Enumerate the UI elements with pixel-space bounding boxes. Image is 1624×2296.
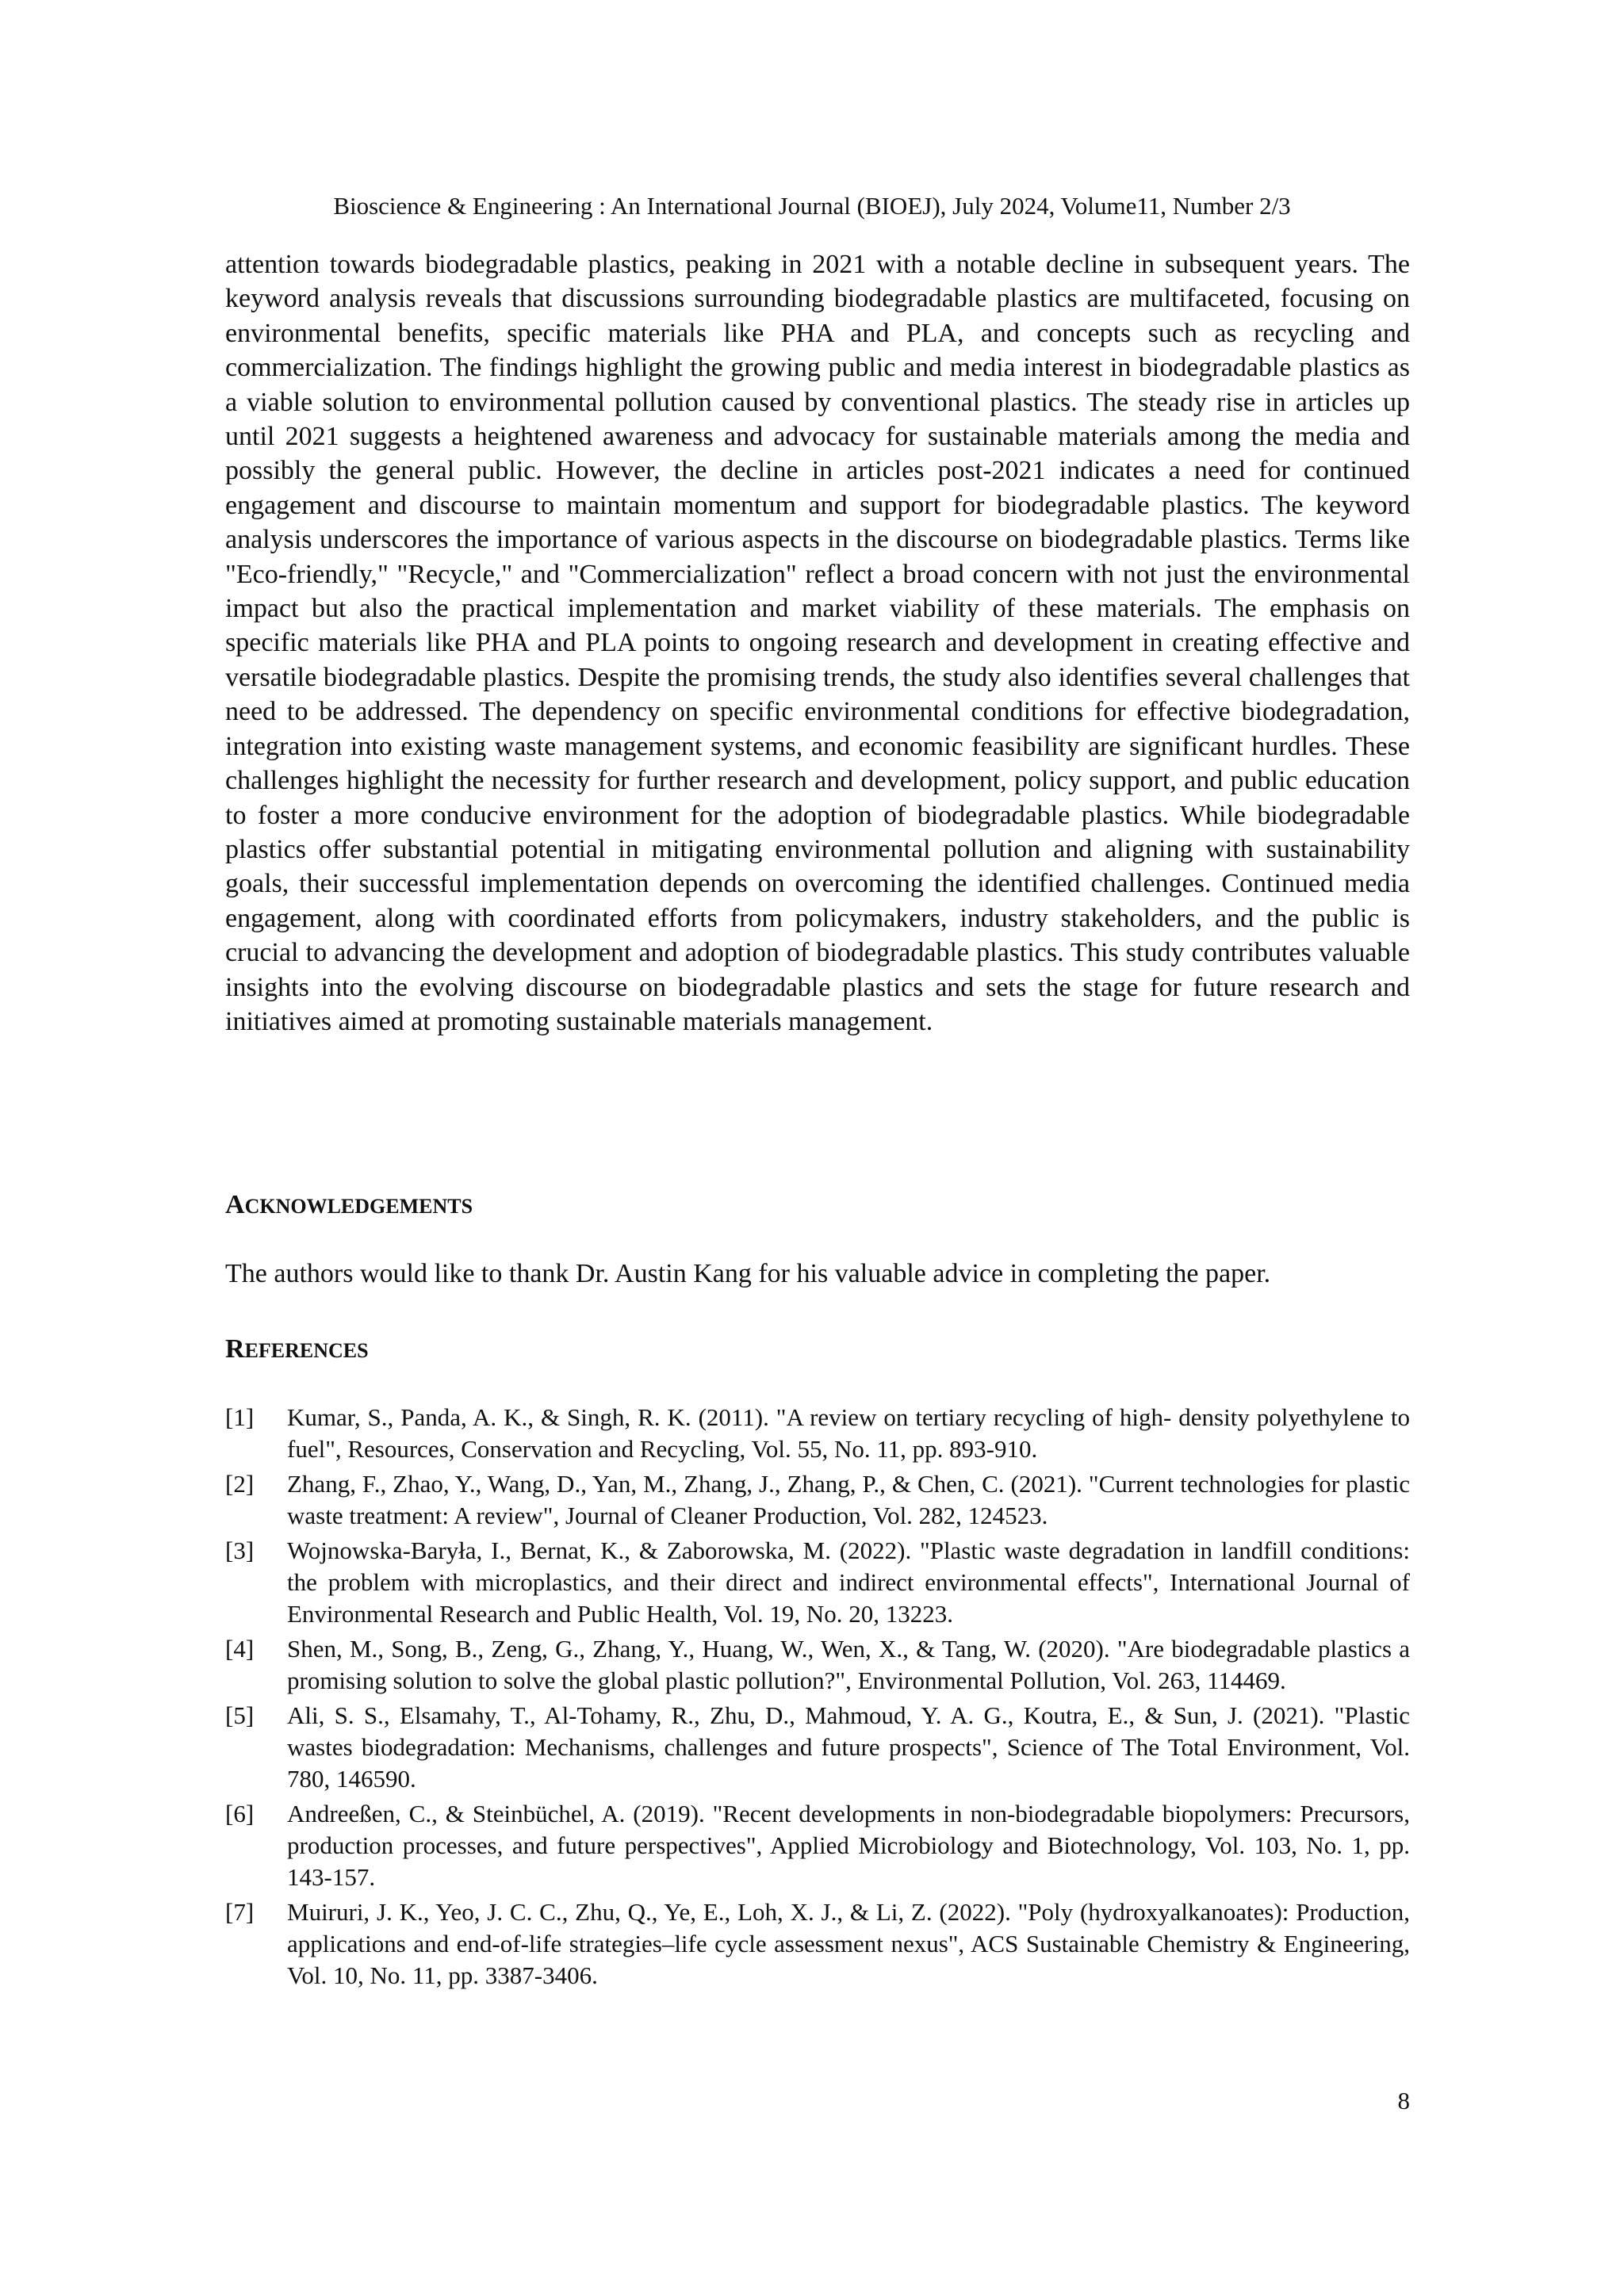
- reference-number: [4]: [225, 1635, 255, 1663]
- reference-item: [225, 1402, 1410, 1465]
- reference-number: [3]: [225, 1536, 255, 1564]
- acknowledgements-heading-initial: A: [225, 1190, 245, 1219]
- reference-item: [225, 1700, 1410, 1795]
- reference-number: [1]: [225, 1403, 255, 1431]
- reference-item: [225, 1798, 1410, 1893]
- acknowledgements-text: The authors would like to thank Dr. Austin Kang for his valuable advice in completing the paper.: [225, 1259, 1271, 1288]
- reference-number: [5]: [225, 1701, 255, 1729]
- acknowledgements-heading-rest: CKNOWLEDGEMENTS: [244, 1195, 473, 1218]
- references-heading-initial: R: [225, 1334, 245, 1364]
- acknowledgements-heading: [225, 1188, 473, 1224]
- reference-item: [225, 1535, 1410, 1630]
- reference-number: [7]: [225, 1898, 255, 1926]
- reference-text: Wojnowska-Baryła, I., Bernat, K., & Zaborowska, M. (2022). "Plastic waste degradation in landfill conditions: the problem with microplastics, and their direct and indirect environmental effects", International Journal of Environmental Research and Public Health, Vol. 19, No. 20, 13223.: [287, 1536, 1410, 1628]
- page-number: 8: [1397, 2087, 1410, 2114]
- reference-item: [225, 1633, 1410, 1697]
- reference-number: [2]: [225, 1470, 255, 1498]
- reference-number: [6]: [225, 1800, 255, 1827]
- reference-item: [225, 1896, 1410, 1992]
- reference-item: [225, 1468, 1410, 1532]
- running-header: Bioscience & Engineering : An International Journal (BIOEJ), July 2024, Volume11, Number 2/3: [333, 192, 1291, 220]
- references-heading: [225, 1332, 369, 1368]
- reference-text: Shen, M., Song, B., Zeng, G., Zhang, Y., Huang, W., Wen, X., & Tang, W. (2020). "Are biodegradable plastics a promising solution to solve the global plastic pollution?", Environmental Pollution, Vol. 263, 114469.: [287, 1635, 1410, 1694]
- body-paragraph: attention towards biodegradable plastics, peaking in 2021 with a notable decline in subsequent years. The keyword analysis reveals that discussions surrounding biodegradable plastics are multifaceted, focusing on environmental benefits, specific materials like PHA and PLA, and concepts such as recycling and commercialization. The findings highlight the growing public and media interest in biodegradable plastics as a viable solution to environmental pollution caused by conventional plastics. The steady rise in articles up until 2021 suggests a heightened awareness and advocacy for sustainable materials among the media and possibly the general public. However, the decline in articles post-2021 indicates a need for continued engagement and discourse to maintain momentum and support for biodegradable plastics. The keyword analysis underscores the importance of various aspects in the discourse on biodegradable plastics. Terms like "Eco-friendly," "Recycle," and "Commercialization" reflect a broad concern with not just the environmental impact but also the practical implementation and market viability of these materials. The emphasis on specific materials like PHA and PLA points to ongoing research and development in creating effective and versatile biodegradable plastics. Despite the promising trends, the study also identifies several challenges that need to be addressed. The dependency on specific environmental conditions for effective biodegradation, integration into existing waste management systems, and economic feasibility are significant hurdles. These challenges highlight the necessity for further research and development, policy support, and public education to foster a more conducive environment for the adoption of biodegradable plastics. While biodegradable plastics offer substantial potential in mitigating environmental pollution and aligning with sustainability goals, their successful implementation depends on overcoming the identified challenges. Continued media engagement, along with coordinated efforts from policymakers, industry stakeholders, and the public is crucial to advancing the development and adoption of biodegradable plastics. This study contributes valuable insights into the evolving discourse on biodegradable plastics and sets the stage for future research and initiatives aimed at promoting sustainable materials management.: [225, 250, 1410, 1036]
- reference-text: Muiruri, J. K., Yeo, J. C. C., Zhu, Q., Ye, E., Loh, X. J., & Li, Z. (2022). "Poly (hydroxyalkanoates): Production, applications and end-of-life strategies–life cycle assessment nexus", ACS Sustainable Chemistry & Engineering, Vol. 10, No. 11, pp. 3387-3406.: [287, 1898, 1410, 1989]
- reference-text: Kumar, S., Panda, A. K., & Singh, R. K. (2011). "A review on tertiary recycling of high- density polyethylene to fuel", Resources, Conservation and Recycling, Vol. 55, No. 11, pp. 893-910.: [287, 1403, 1410, 1463]
- reference-list: [225, 1402, 1410, 1995]
- reference-text: Ali, S. S., Elsamahy, T., Al-Tohamy, R., Zhu, D., Mahmoud, Y. A. G., Koutra, E., & Sun, J. (2021). "Plastic wastes biodegradation: Mechanisms, challenges and future prospects", Science of The Total Environment, Vol. 780, 146590.: [287, 1701, 1410, 1793]
- references-heading-rest: EFERENCES: [244, 1339, 369, 1362]
- reference-text: Zhang, F., Zhao, Y., Wang, D., Yan, M., Zhang, J., Zhang, P., & Chen, C. (2021). "Current technologies for plastic waste treatment: A review", Journal of Cleaner Production, Vol. 282, 124523.: [287, 1470, 1410, 1529]
- reference-text: Andreeßen, C., & Steinbüchel, A. (2019). "Recent developments in non-biodegradable biopolymers: Precursors, production processes, and future perspectives", Applied Microbiology and Biotechnology, Vol. 103, No. 1, pp. 143-157.: [287, 1800, 1410, 1891]
